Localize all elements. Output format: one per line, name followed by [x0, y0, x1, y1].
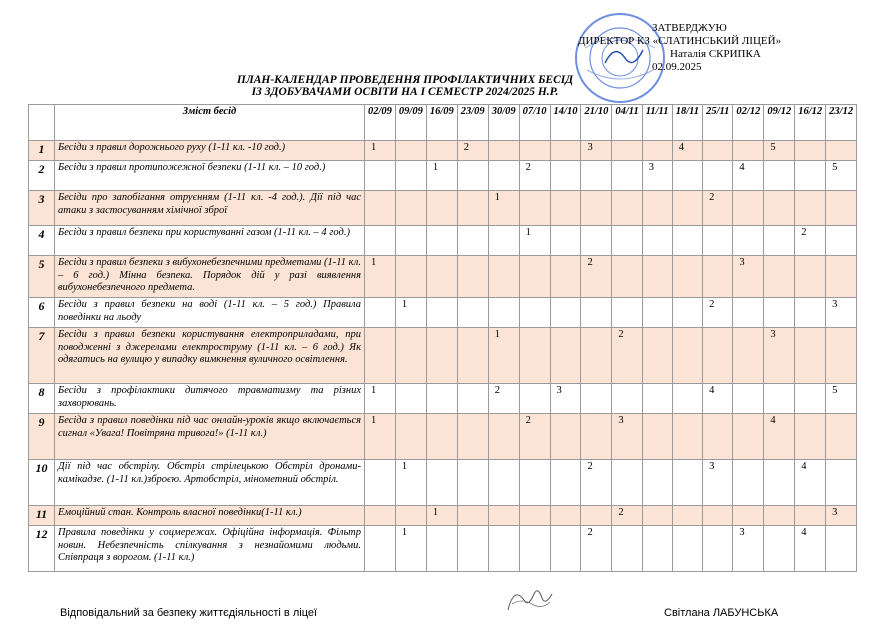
row-mark: [672, 226, 702, 256]
row-mark: [733, 226, 764, 256]
row-mark: [733, 141, 764, 161]
row-mark: [395, 226, 426, 256]
row-mark: [764, 506, 795, 526]
row-mark: [581, 506, 612, 526]
row-mark: [733, 384, 764, 414]
row-mark: [795, 506, 826, 526]
row-mark: [795, 161, 826, 191]
row-mark: 3: [703, 460, 733, 506]
row-mark: [733, 460, 764, 506]
header-date: 21/10: [581, 105, 612, 141]
row-mark: [395, 506, 426, 526]
row-mark: [426, 328, 457, 384]
row-topic: Бесіди про запобігання отруєнням (1-11 кл. -4 год.). Дії під час атаки з застосуванням хімічної зброї: [55, 191, 365, 226]
row-mark: [612, 191, 642, 226]
row-mark: [612, 161, 642, 191]
row-mark: [642, 226, 672, 256]
row-mark: [457, 191, 488, 226]
row-mark: [642, 384, 672, 414]
row-mark: [795, 256, 826, 298]
header-date: 09/09: [395, 105, 426, 141]
row-mark: 2: [703, 191, 733, 226]
row-topic: Бесіди з правил безпеки на воді (1-11 кл. – 5 год.) Правила поведінки на льоду: [55, 298, 365, 328]
row-mark: [826, 141, 857, 161]
header-date: 11/11: [642, 105, 672, 141]
approval-name: Наталія СКРИПКА: [670, 48, 761, 60]
row-mark: [826, 526, 857, 572]
row-mark: [642, 506, 672, 526]
row-mark: [795, 191, 826, 226]
row-mark: [612, 141, 642, 161]
row-mark: [488, 414, 519, 460]
row-mark: [672, 460, 702, 506]
row-mark: [612, 460, 642, 506]
row-topic: Бесіди з правил безпеки користування електроприладами, при поводженні з джерелами електроструму (1-11 кл. – 6 год.) Як одягатись на вулицю у випадку вимкнення вуличного освітлення.: [55, 328, 365, 384]
row-mark: [703, 526, 733, 572]
header-date: 18/11: [672, 105, 702, 141]
row-number: 4: [29, 226, 55, 256]
row-mark: [365, 226, 396, 256]
row-mark: [395, 414, 426, 460]
row-mark: [642, 414, 672, 460]
header-date: 16/09: [426, 105, 457, 141]
row-mark: [826, 191, 857, 226]
row-mark: 5: [764, 141, 795, 161]
row-mark: [488, 460, 519, 506]
row-mark: [826, 460, 857, 506]
document-title: [170, 74, 640, 98]
row-topic: Емоційний стан. Контроль власної поведінки(1-11 кл.): [55, 506, 365, 526]
row-mark: 1: [365, 384, 396, 414]
row-mark: [672, 191, 702, 226]
row-mark: [395, 141, 426, 161]
row-mark: [457, 460, 488, 506]
table-row: [29, 141, 857, 161]
row-mark: [457, 526, 488, 572]
table-row: [29, 298, 857, 328]
row-topic: Дії під час обстрілу. Обстріл стрілецькою Обстріл дронами-камікадзе. (1-11 кл.)зброєю. Артобстріл, мінометний обстріл.: [55, 460, 365, 506]
row-mark: [488, 226, 519, 256]
row-mark: 2: [519, 161, 550, 191]
row-mark: [550, 526, 581, 572]
table-row: [29, 526, 857, 572]
row-mark: [519, 141, 550, 161]
row-mark: [488, 256, 519, 298]
row-mark: [581, 161, 612, 191]
table-header-row: [29, 105, 857, 141]
row-mark: [642, 328, 672, 384]
row-mark: 3: [733, 256, 764, 298]
row-mark: [703, 328, 733, 384]
row-mark: [764, 526, 795, 572]
row-number: 5: [29, 256, 55, 298]
row-number: 9: [29, 414, 55, 460]
row-mark: [457, 298, 488, 328]
row-mark: [764, 256, 795, 298]
title-line-1: ПЛАН-КАЛЕНДАР ПРОВЕДЕННЯ ПРОФІЛАКТИЧНИХ БЕСІД: [236, 74, 574, 86]
approval-block: [578, 22, 878, 74]
row-topic: Бесіди з правил безпеки при користуванні газом (1-11 кл. – 4 год.): [55, 226, 365, 256]
row-mark: [795, 414, 826, 460]
row-mark: [672, 298, 702, 328]
row-number: 12: [29, 526, 55, 572]
row-mark: [795, 141, 826, 161]
row-number: 8: [29, 384, 55, 414]
row-mark: [550, 191, 581, 226]
row-mark: [457, 328, 488, 384]
row-mark: [764, 191, 795, 226]
row-mark: [672, 328, 702, 384]
row-number: 11: [29, 506, 55, 526]
row-mark: [426, 460, 457, 506]
row-mark: [642, 256, 672, 298]
row-mark: [519, 460, 550, 506]
row-mark: [612, 298, 642, 328]
row-mark: 2: [612, 506, 642, 526]
row-mark: 2: [703, 298, 733, 328]
row-mark: [795, 328, 826, 384]
row-mark: [457, 161, 488, 191]
row-mark: [612, 526, 642, 572]
row-mark: [365, 298, 396, 328]
row-mark: [581, 298, 612, 328]
row-mark: [703, 141, 733, 161]
row-number: 7: [29, 328, 55, 384]
row-mark: [672, 526, 702, 572]
row-mark: [703, 256, 733, 298]
table-row: [29, 384, 857, 414]
header-topic: Зміст бесід: [55, 105, 365, 141]
row-mark: [365, 161, 396, 191]
row-mark: [642, 460, 672, 506]
table-row: [29, 256, 857, 298]
row-mark: 5: [826, 161, 857, 191]
row-mark: [365, 506, 396, 526]
row-mark: [826, 226, 857, 256]
row-mark: 1: [426, 161, 457, 191]
row-mark: [395, 161, 426, 191]
row-mark: [642, 141, 672, 161]
row-mark: [642, 298, 672, 328]
row-mark: 3: [612, 414, 642, 460]
row-mark: [426, 526, 457, 572]
row-mark: [764, 298, 795, 328]
row-mark: [395, 191, 426, 226]
header-date: 07/10: [519, 105, 550, 141]
row-mark: [581, 191, 612, 226]
table-row: [29, 414, 857, 460]
row-mark: [365, 328, 396, 384]
header-date: 23/09: [457, 105, 488, 141]
row-mark: [642, 191, 672, 226]
row-mark: [550, 328, 581, 384]
row-mark: [550, 141, 581, 161]
row-number: 6: [29, 298, 55, 328]
row-mark: 3: [826, 298, 857, 328]
row-mark: [581, 226, 612, 256]
row-mark: [457, 256, 488, 298]
row-mark: [519, 328, 550, 384]
row-mark: [488, 161, 519, 191]
row-number: 10: [29, 460, 55, 506]
header-num-cell: [29, 105, 55, 141]
row-mark: [519, 384, 550, 414]
row-mark: 2: [457, 141, 488, 161]
title-line-2: ІЗ ЗДОБУВАЧАМИ ОСВІТИ НА І СЕМЕСТР 2024/2025 Н.Р.: [251, 86, 559, 98]
header-date: 25/11: [703, 105, 733, 141]
header-date: 14/10: [550, 105, 581, 141]
row-topic: Правила поведінки у соцмережах. Офіційна інформація. Фільтр новин. Небезпечність спілкування з незнайомими людьми. Співпраця з ворогом. (1-11 кл.): [55, 526, 365, 572]
row-mark: 1: [426, 506, 457, 526]
row-mark: [365, 526, 396, 572]
row-mark: [703, 161, 733, 191]
approval-heading: ЗАТВЕРДЖУЮ: [652, 22, 727, 34]
row-mark: 3: [581, 141, 612, 161]
row-mark: 4: [672, 141, 702, 161]
row-mark: 1: [365, 414, 396, 460]
row-mark: 1: [365, 256, 396, 298]
row-mark: 4: [795, 460, 826, 506]
row-mark: [426, 414, 457, 460]
approval-position: ДИРЕКТОР КЗ «СЛАТИНСЬКИЙ ЛІЦЕЙ»: [578, 35, 782, 47]
row-mark: 1: [395, 298, 426, 328]
row-mark: [550, 161, 581, 191]
row-mark: [426, 141, 457, 161]
row-mark: [550, 460, 581, 506]
table-row: [29, 191, 857, 226]
row-mark: 4: [764, 414, 795, 460]
row-mark: 1: [365, 141, 396, 161]
row-mark: [826, 414, 857, 460]
row-mark: [365, 460, 396, 506]
row-mark: 3: [733, 526, 764, 572]
header-date: 30/09: [488, 105, 519, 141]
row-mark: [733, 191, 764, 226]
row-mark: [672, 161, 702, 191]
row-mark: 1: [488, 328, 519, 384]
row-mark: [581, 414, 612, 460]
row-mark: [395, 384, 426, 414]
row-mark: [703, 414, 733, 460]
row-mark: [550, 506, 581, 526]
row-mark: 5: [826, 384, 857, 414]
row-mark: 3: [826, 506, 857, 526]
table-row: [29, 460, 857, 506]
row-mark: [733, 414, 764, 460]
row-mark: [733, 298, 764, 328]
responsible-label: Відповідальний за безпеку життєдіяльності в ліцеї: [60, 607, 318, 619]
row-mark: [672, 414, 702, 460]
header-date: 23/12: [826, 105, 857, 141]
row-mark: [672, 506, 702, 526]
responsible-name: Світлана ЛАБУНСЬКА: [664, 607, 779, 619]
row-number: 3: [29, 191, 55, 226]
row-mark: [550, 226, 581, 256]
row-mark: [395, 328, 426, 384]
row-mark: [457, 384, 488, 414]
header-date: 09/12: [764, 105, 795, 141]
row-topic: Бесіди з правил дорожнього руху (1-11 кл. -10 год.): [55, 141, 365, 161]
row-mark: [703, 226, 733, 256]
row-mark: [457, 414, 488, 460]
row-mark: [365, 191, 396, 226]
row-mark: 1: [395, 526, 426, 572]
row-mark: [703, 506, 733, 526]
row-mark: 2: [581, 526, 612, 572]
row-mark: 3: [550, 384, 581, 414]
header-date: 16/12: [795, 105, 826, 141]
approval-date: 02.09.2025: [652, 61, 702, 73]
row-mark: [581, 384, 612, 414]
row-mark: 1: [488, 191, 519, 226]
row-mark: [457, 226, 488, 256]
row-mark: 3: [642, 161, 672, 191]
row-mark: 2: [581, 256, 612, 298]
row-mark: [519, 298, 550, 328]
row-mark: [612, 226, 642, 256]
row-mark: 4: [733, 161, 764, 191]
row-mark: [550, 414, 581, 460]
row-mark: [612, 384, 642, 414]
row-mark: [764, 161, 795, 191]
row-mark: [642, 526, 672, 572]
plan-table: [28, 104, 857, 572]
row-mark: 1: [519, 226, 550, 256]
row-mark: [733, 328, 764, 384]
row-mark: [488, 526, 519, 572]
row-mark: [488, 506, 519, 526]
table-row: [29, 161, 857, 191]
row-mark: [826, 328, 857, 384]
row-mark: [581, 328, 612, 384]
row-mark: [764, 226, 795, 256]
row-mark: [550, 256, 581, 298]
table-row: [29, 226, 857, 256]
row-mark: 2: [581, 460, 612, 506]
row-mark: [795, 298, 826, 328]
row-mark: 1: [395, 460, 426, 506]
row-mark: [426, 256, 457, 298]
row-mark: 4: [795, 526, 826, 572]
row-mark: [672, 256, 702, 298]
table-row: [29, 506, 857, 526]
row-mark: [395, 256, 426, 298]
row-mark: [733, 506, 764, 526]
row-topic: Бесіди з правил безпеки з вибухонебезпечними предметами (1-11 кл. – 6 год.) Мінна безпека. Порядок дій у разі виявлення вибухонебезпечного предмета.: [55, 256, 365, 298]
row-mark: [795, 384, 826, 414]
header-date: 02/09: [365, 105, 396, 141]
row-mark: [764, 460, 795, 506]
row-mark: [519, 256, 550, 298]
row-mark: [426, 191, 457, 226]
row-mark: [764, 384, 795, 414]
row-number: 2: [29, 161, 55, 191]
table-row: [29, 328, 857, 384]
row-mark: [519, 526, 550, 572]
row-mark: 2: [519, 414, 550, 460]
row-mark: 2: [612, 328, 642, 384]
header-date: 02/12: [733, 105, 764, 141]
row-mark: [612, 256, 642, 298]
row-mark: [488, 298, 519, 328]
row-mark: [519, 506, 550, 526]
row-mark: [426, 226, 457, 256]
row-mark: [426, 384, 457, 414]
row-mark: [426, 298, 457, 328]
header-date: 04/11: [612, 105, 642, 141]
row-mark: [672, 384, 702, 414]
row-mark: 4: [703, 384, 733, 414]
row-mark: [550, 298, 581, 328]
row-mark: 3: [764, 328, 795, 384]
row-topic: Бесіди з профілактики дитячого травматизму та різних захворювань.: [55, 384, 365, 414]
row-topic: Бесіда з правил поведінки під час онлайн-уроків якщо включається сигнал «Увага! Повітряна тривога!» (1-11 кл.): [55, 414, 365, 460]
row-mark: [457, 506, 488, 526]
row-mark: 2: [795, 226, 826, 256]
row-number: 1: [29, 141, 55, 161]
row-mark: 2: [488, 384, 519, 414]
row-mark: [519, 191, 550, 226]
signature-icon: [500, 580, 560, 620]
row-topic: Бесіди з правил протипожежної безпеки (1-11 кл. – 10 год.): [55, 161, 365, 191]
row-mark: [488, 141, 519, 161]
row-mark: [826, 256, 857, 298]
